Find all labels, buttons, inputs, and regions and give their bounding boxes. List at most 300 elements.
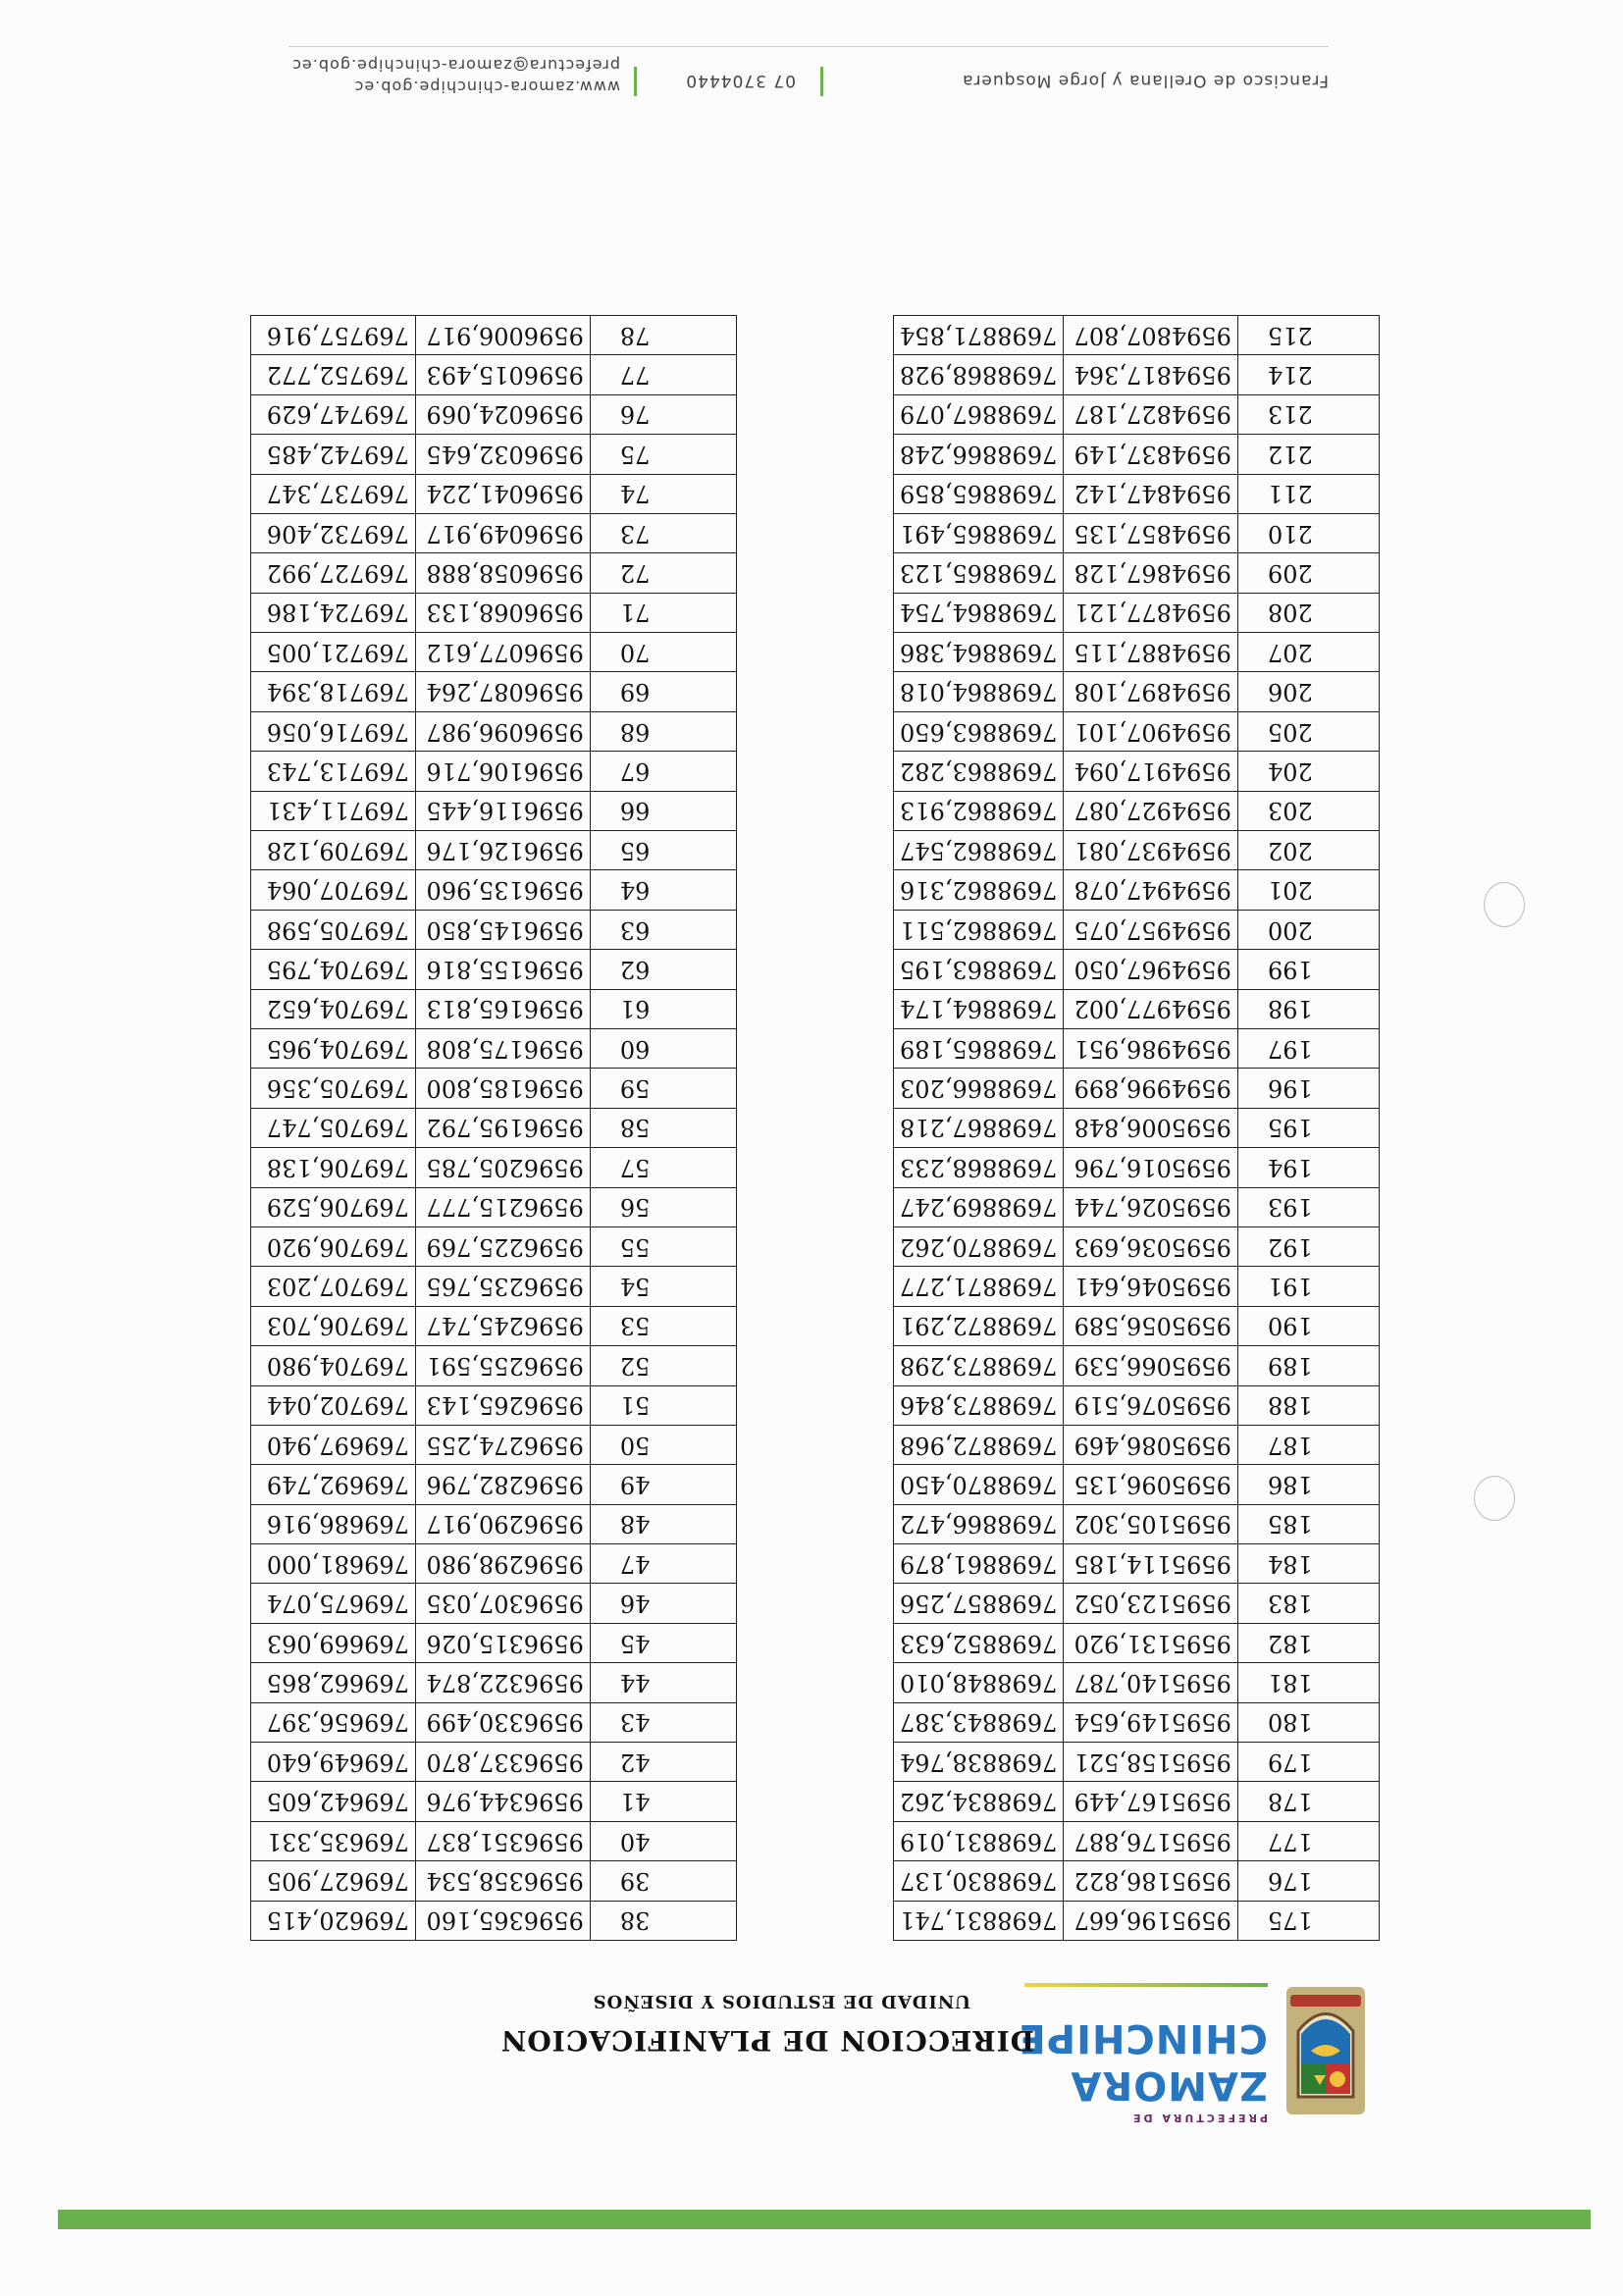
coordinate-x-cell: 9596358,534 — [415, 1861, 590, 1901]
coordinate-y-cell: 7698865,189 — [894, 1029, 1064, 1069]
point-number-cell: 213 — [1237, 394, 1379, 434]
point-number-cell: 203 — [1237, 791, 1379, 830]
point-number-cell: 206 — [1237, 672, 1379, 711]
point-number-cell: 48 — [590, 1504, 736, 1543]
point-number-cell: 214 — [1237, 355, 1379, 394]
coordinate-y-cell: 7698831,019 — [894, 1821, 1064, 1860]
table-row — [251, 1702, 737, 1742]
coordinate-x-cell: 9596068,133 — [415, 593, 590, 632]
point-number-cell: 53 — [590, 1306, 736, 1345]
coordinate-x-cell: 9595086,469 — [1064, 1425, 1238, 1464]
coordinate-x-cell: 9594817,364 — [1064, 355, 1238, 394]
coordinate-x-cell: 9596006,917 — [415, 315, 590, 354]
coordinate-y-cell: 769656,397 — [251, 1702, 416, 1742]
punch-hole — [1484, 882, 1525, 927]
point-number-cell: 60 — [590, 1029, 736, 1069]
coordinate-x-cell: 9594847,142 — [1064, 474, 1238, 513]
table-row — [251, 989, 737, 1028]
coordinate-x-cell: 9596126,176 — [415, 831, 590, 870]
coordinate-y-cell: 7698864,018 — [894, 672, 1064, 711]
coat-of-arms-logo — [1277, 1977, 1375, 2124]
brand-name-line2: CHINCHIPE — [1018, 2015, 1268, 2061]
coordinate-x-cell: 9595036,693 — [1064, 1226, 1238, 1266]
table-row — [251, 513, 737, 552]
coordinate-x-cell: 9595167,449 — [1064, 1782, 1238, 1821]
coordinate-x-cell: 9595176,887 — [1064, 1821, 1238, 1860]
coordinate-y-cell: 769706,138 — [251, 1148, 416, 1187]
point-number-cell: 38 — [590, 1901, 736, 1940]
coordinate-y-cell: 769732,406 — [251, 513, 416, 552]
coordinate-x-cell: 9594867,128 — [1064, 553, 1238, 593]
coordinate-y-cell: 769706,529 — [251, 1187, 416, 1226]
table-row — [251, 1504, 737, 1543]
coordinate-y-cell: 769686,916 — [251, 1504, 416, 1543]
point-number-cell: 55 — [590, 1226, 736, 1266]
coordinate-x-cell: 9594837,149 — [1064, 435, 1238, 474]
table-row — [251, 1029, 737, 1069]
coordinate-y-cell: 7698863,650 — [894, 711, 1064, 751]
coordinate-x-cell: 9596032,645 — [415, 435, 590, 474]
table-row — [894, 910, 1380, 949]
coordinate-y-cell: 769727,992 — [251, 553, 416, 593]
point-number-cell: 205 — [1237, 711, 1379, 751]
coordinate-x-cell: 9595006,848 — [1064, 1108, 1238, 1147]
coordinate-y-cell: 769620,415 — [251, 1901, 416, 1940]
point-number-cell: 46 — [590, 1584, 736, 1623]
point-number-cell: 194 — [1237, 1148, 1379, 1187]
coordinate-x-cell: 9594977,002 — [1064, 989, 1238, 1028]
point-number-cell: 178 — [1237, 1782, 1379, 1821]
coordinate-y-cell: 769705,747 — [251, 1108, 416, 1147]
department-title: DIRECCION DE PLANIFICACION — [499, 2024, 1034, 2057]
point-number-cell: 68 — [590, 711, 736, 751]
table-row — [894, 1743, 1380, 1782]
coordinate-x-cell: 9594947,078 — [1064, 870, 1238, 910]
footer-website-link[interactable]: www.zamora-chinchipe.gob.ec — [353, 78, 620, 96]
table-row — [894, 633, 1380, 672]
table-row — [894, 1306, 1380, 1345]
point-number-cell: 78 — [590, 315, 736, 354]
table-row — [894, 1029, 1380, 1069]
coordinate-y-cell: 7698866,472 — [894, 1504, 1064, 1543]
coordinate-y-cell: 769627,905 — [251, 1861, 416, 1901]
point-number-cell: 192 — [1237, 1226, 1379, 1266]
table-row — [894, 1821, 1380, 1860]
point-number-cell: 61 — [590, 989, 736, 1028]
coordinate-y-cell: 7698866,248 — [894, 435, 1064, 474]
point-number-cell: 75 — [590, 435, 736, 474]
coordinate-x-cell: 9596135,960 — [415, 870, 590, 910]
coordinate-x-cell: 9594907,101 — [1064, 711, 1238, 751]
point-number-cell: 188 — [1237, 1385, 1379, 1425]
coordinate-x-cell: 9596322,874 — [415, 1663, 590, 1702]
coordinate-x-cell: 9596096,987 — [415, 711, 590, 751]
table-row — [251, 1743, 737, 1782]
table-row — [251, 910, 737, 949]
table-row — [894, 474, 1380, 513]
point-number-cell: 187 — [1237, 1425, 1379, 1464]
coordinate-x-cell: 9596337,870 — [415, 1743, 590, 1782]
point-number-cell: 212 — [1237, 435, 1379, 474]
coordinate-y-cell: 7698862,316 — [894, 870, 1064, 910]
brand-underline — [1024, 1983, 1268, 1987]
table-row — [894, 355, 1380, 394]
coordinate-x-cell: 9596049,917 — [415, 513, 590, 552]
table-row — [894, 752, 1380, 791]
table-row — [251, 474, 737, 513]
coordinate-y-cell: 7698867,079 — [894, 394, 1064, 434]
coordinate-y-cell: 769704,795 — [251, 950, 416, 989]
coordinate-x-cell: 9596290,917 — [415, 1504, 590, 1543]
footer-divider — [820, 67, 823, 96]
point-number-cell: 201 — [1237, 870, 1379, 910]
coordinate-x-cell: 9594877,121 — [1064, 593, 1238, 632]
table-row — [251, 553, 737, 593]
point-number-cell: 196 — [1237, 1069, 1379, 1108]
table-row — [894, 1226, 1380, 1266]
table-row — [251, 1187, 737, 1226]
table-row — [251, 672, 737, 711]
coordinate-x-cell: 9594927,087 — [1064, 791, 1238, 830]
coordinate-x-cell: 9596165,813 — [415, 989, 590, 1028]
table-row — [251, 1663, 737, 1702]
coordinate-x-cell: 9594827,187 — [1064, 394, 1238, 434]
table-row — [251, 1465, 737, 1504]
coordinate-y-cell: 7698873,298 — [894, 1346, 1064, 1385]
point-number-cell: 70 — [590, 633, 736, 672]
coordinate-y-cell: 7698864,174 — [894, 989, 1064, 1028]
table-row — [251, 1901, 737, 1940]
point-number-cell: 184 — [1237, 1544, 1379, 1584]
department-subtitle: UNIDAD DE ESTUDIOS Y DISEÑOS — [592, 1991, 970, 2011]
point-number-cell: 175 — [1237, 1901, 1379, 1940]
coordinate-x-cell: 9596175,808 — [415, 1029, 590, 1069]
point-number-cell: 65 — [590, 831, 736, 870]
coordinate-y-cell: 769675,074 — [251, 1584, 416, 1623]
coordinate-x-cell: 9595046,641 — [1064, 1267, 1238, 1306]
table-row — [251, 711, 737, 751]
coordinate-x-cell: 9595140,787 — [1064, 1663, 1238, 1702]
coordinate-y-cell: 769709,128 — [251, 831, 416, 870]
coordinate-y-cell: 769707,064 — [251, 870, 416, 910]
table-row — [251, 435, 737, 474]
table-row — [251, 831, 737, 870]
point-number-cell: 190 — [1237, 1306, 1379, 1345]
coordinate-x-cell: 9596106,716 — [415, 752, 590, 791]
coordinate-y-cell: 7698870,262 — [894, 1226, 1064, 1266]
coordinate-x-cell: 9594967,050 — [1064, 950, 1238, 989]
point-number-cell: 45 — [590, 1623, 736, 1662]
point-number-cell: 189 — [1237, 1346, 1379, 1385]
point-number-cell: 180 — [1237, 1702, 1379, 1742]
point-number-cell: 54 — [590, 1267, 736, 1306]
table-row — [251, 1385, 737, 1425]
coordinate-x-cell: 9596298,980 — [415, 1544, 590, 1584]
point-number-cell: 207 — [1237, 633, 1379, 672]
footer-email-link[interactable]: prefectura@zamora-chinchipe.gob.ec — [291, 56, 620, 75]
coordinate-y-cell: 7698838,764 — [894, 1743, 1064, 1782]
table-row — [894, 1465, 1380, 1504]
point-number-cell: 197 — [1237, 1029, 1379, 1069]
table-row — [894, 593, 1380, 632]
coordinate-x-cell: 9596274,255 — [415, 1425, 590, 1464]
coordinate-x-cell: 9596205,785 — [415, 1148, 590, 1187]
table-row — [894, 1504, 1380, 1543]
table-row — [894, 870, 1380, 910]
point-number-cell: 73 — [590, 513, 736, 552]
table-row — [894, 1584, 1380, 1623]
table-row — [251, 1623, 737, 1662]
coordinate-y-cell: 769757,916 — [251, 315, 416, 354]
point-number-cell: 76 — [590, 394, 736, 434]
table-row — [251, 633, 737, 672]
point-number-cell: 50 — [590, 1425, 736, 1464]
table-row — [894, 553, 1380, 593]
point-number-cell: 74 — [590, 474, 736, 513]
coordinate-x-cell: 9596365,160 — [415, 1901, 590, 1940]
coordinate-x-cell: 9596077,612 — [415, 633, 590, 672]
point-number-cell: 179 — [1237, 1743, 1379, 1782]
table-row — [251, 593, 737, 632]
coordinate-y-cell: 7698862,511 — [894, 910, 1064, 949]
table-row — [894, 1385, 1380, 1425]
coordinate-x-cell: 9595076,519 — [1064, 1385, 1238, 1425]
point-number-cell: 209 — [1237, 553, 1379, 593]
coordinate-x-cell: 9594917,094 — [1064, 752, 1238, 791]
coordinate-x-cell: 9595131,920 — [1064, 1623, 1238, 1662]
coordinate-y-cell: 769706,920 — [251, 1226, 416, 1266]
coordinate-x-cell: 9596330,499 — [415, 1702, 590, 1742]
coordinate-x-cell: 9595186,822 — [1064, 1861, 1238, 1901]
table-row — [251, 791, 737, 830]
coordinate-x-cell: 9596245,747 — [415, 1306, 590, 1345]
table-row — [894, 1861, 1380, 1901]
coordinate-y-cell: 7698861,879 — [894, 1544, 1064, 1584]
point-number-cell: 215 — [1237, 315, 1379, 354]
table-row — [894, 315, 1380, 354]
coordinate-x-cell: 9595149,654 — [1064, 1702, 1238, 1742]
point-number-cell: 181 — [1237, 1663, 1379, 1702]
coordinate-y-cell: 7698834,262 — [894, 1782, 1064, 1821]
coordinate-y-cell: 7698864,386 — [894, 633, 1064, 672]
coordinate-x-cell: 9596024,069 — [415, 394, 590, 434]
point-number-cell: 40 — [590, 1821, 736, 1860]
table-row — [251, 1861, 737, 1901]
coordinate-x-cell: 9595105,302 — [1064, 1504, 1238, 1543]
coordinate-x-cell: 9595114,185 — [1064, 1544, 1238, 1584]
table-row — [251, 1226, 737, 1266]
point-number-cell: 183 — [1237, 1584, 1379, 1623]
point-number-cell: 49 — [590, 1465, 736, 1504]
coordinate-y-cell: 769737,347 — [251, 474, 416, 513]
coordinate-y-cell: 769635,331 — [251, 1821, 416, 1860]
coordinate-y-cell: 7698871,854 — [894, 315, 1064, 354]
coordinate-y-cell: 7698865,123 — [894, 553, 1064, 593]
coordinate-y-cell: 769681,000 — [251, 1544, 416, 1584]
coordinate-y-cell: 7698867,218 — [894, 1108, 1064, 1147]
coordinate-y-cell: 7698862,547 — [894, 831, 1064, 870]
table-row — [894, 989, 1380, 1028]
coordinate-x-cell: 9596195,792 — [415, 1108, 590, 1147]
coordinate-x-cell: 9596041,224 — [415, 474, 590, 513]
coordinate-x-cell: 9596155,816 — [415, 950, 590, 989]
coordinate-y-cell: 7698865,859 — [894, 474, 1064, 513]
table-row — [251, 1346, 737, 1385]
coordinate-x-cell: 9594807,807 — [1064, 315, 1238, 354]
coordinate-y-cell: 7698857,256 — [894, 1584, 1064, 1623]
coordinate-x-cell: 9596225,769 — [415, 1226, 590, 1266]
point-number-cell: 199 — [1237, 950, 1379, 989]
table-row — [894, 1623, 1380, 1662]
footer-phone: 07 3704440 — [685, 71, 796, 90]
table-row — [251, 1306, 737, 1345]
point-number-cell: 204 — [1237, 752, 1379, 791]
coordinates-table-right — [250, 315, 737, 1941]
table-row — [894, 1267, 1380, 1306]
point-number-cell: 202 — [1237, 831, 1379, 870]
coordinate-y-cell: 769704,652 — [251, 989, 416, 1028]
point-number-cell: 64 — [590, 870, 736, 910]
coordinate-y-cell: 7698872,968 — [894, 1425, 1064, 1464]
coordinate-x-cell: 9594937,081 — [1064, 831, 1238, 870]
table-row — [251, 1782, 737, 1821]
footer-address: Francisco de Orellana y Jorge Mosquera — [962, 71, 1329, 90]
table-row — [251, 950, 737, 989]
coordinate-x-cell: 9595196,667 — [1064, 1901, 1238, 1940]
table-row — [894, 435, 1380, 474]
coordinate-y-cell: 769713,743 — [251, 752, 416, 791]
table-row — [894, 1346, 1380, 1385]
coordinate-y-cell: 769704,965 — [251, 1029, 416, 1069]
table-row — [894, 1148, 1380, 1187]
coordinate-y-cell: 7698866,203 — [894, 1069, 1064, 1108]
coordinate-y-cell: 7698869,247 — [894, 1187, 1064, 1226]
coordinate-x-cell: 9596185,800 — [415, 1069, 590, 1108]
table-row — [894, 1702, 1380, 1742]
table-row — [894, 1544, 1380, 1584]
coordinate-x-cell: 9596265,143 — [415, 1385, 590, 1425]
coordinate-y-cell: 769718,394 — [251, 672, 416, 711]
coordinate-x-cell: 9596315,026 — [415, 1623, 590, 1662]
point-number-cell: 72 — [590, 553, 736, 593]
point-number-cell: 43 — [590, 1702, 736, 1742]
coordinate-y-cell: 7698863,195 — [894, 950, 1064, 989]
point-number-cell: 56 — [590, 1187, 736, 1226]
point-number-cell: 185 — [1237, 1504, 1379, 1543]
point-number-cell: 77 — [590, 355, 736, 394]
coordinate-x-cell: 9594897,108 — [1064, 672, 1238, 711]
footer-rule — [288, 46, 1329, 47]
coordinate-y-cell: 7698831,741 — [894, 1901, 1064, 1940]
table-row — [251, 1584, 737, 1623]
coordinate-y-cell: 769649,640 — [251, 1743, 416, 1782]
point-number-cell: 186 — [1237, 1465, 1379, 1504]
coordinate-y-cell: 769716,056 — [251, 711, 416, 751]
point-number-cell: 195 — [1237, 1108, 1379, 1147]
table-row — [894, 513, 1380, 552]
coordinate-x-cell: 9596255,591 — [415, 1346, 590, 1385]
coordinate-y-cell: 7698868,233 — [894, 1148, 1064, 1187]
coordinate-x-cell: 9596215,777 — [415, 1187, 590, 1226]
coordinates-table-left — [893, 315, 1380, 1941]
point-number-cell: 63 — [590, 910, 736, 949]
coordinate-y-cell: 769706,703 — [251, 1306, 416, 1345]
point-number-cell: 41 — [590, 1782, 736, 1821]
point-number-cell: 208 — [1237, 593, 1379, 632]
coordinate-x-cell: 9596116,445 — [415, 791, 590, 830]
coordinate-y-cell: 769724,186 — [251, 593, 416, 632]
table-row — [251, 355, 737, 394]
point-number-cell: 66 — [590, 791, 736, 830]
point-number-cell: 42 — [590, 1743, 736, 1782]
table-row — [894, 711, 1380, 751]
brand-block — [1018, 1977, 1268, 2124]
coordinate-x-cell: 9594986,951 — [1064, 1029, 1238, 1069]
point-number-cell: 67 — [590, 752, 736, 791]
coordinate-y-cell: 769711,431 — [251, 791, 416, 830]
coordinate-y-cell: 769669,063 — [251, 1623, 416, 1662]
coordinate-y-cell: 7698862,913 — [894, 791, 1064, 830]
coordinate-y-cell: 769707,203 — [251, 1267, 416, 1306]
brand-name-line1: ZAMORA — [1070, 2062, 1268, 2108]
point-number-cell: 39 — [590, 1861, 736, 1901]
coordinate-x-cell: 9595123,052 — [1064, 1584, 1238, 1623]
coordinate-y-cell: 769692,749 — [251, 1465, 416, 1504]
coordinate-y-cell: 7698871,277 — [894, 1267, 1064, 1306]
table-row — [894, 1663, 1380, 1702]
table-row — [251, 1267, 737, 1306]
point-number-cell: 59 — [590, 1069, 736, 1108]
coordinate-y-cell: 7698848,010 — [894, 1663, 1064, 1702]
point-number-cell: 211 — [1237, 474, 1379, 513]
coordinate-x-cell: 9596145,850 — [415, 910, 590, 949]
point-number-cell: 44 — [590, 1663, 736, 1702]
table-row — [894, 831, 1380, 870]
coordinate-x-cell: 9595066,539 — [1064, 1346, 1238, 1385]
table-row — [894, 672, 1380, 711]
coordinate-x-cell: 9596344,976 — [415, 1782, 590, 1821]
table-row — [894, 1108, 1380, 1147]
table-row — [251, 1108, 737, 1147]
coordinate-x-cell: 9595096,135 — [1064, 1465, 1238, 1504]
table-row — [251, 315, 737, 354]
coordinate-y-cell: 769702,044 — [251, 1385, 416, 1425]
point-number-cell: 191 — [1237, 1267, 1379, 1306]
coordinate-y-cell: 7698852,633 — [894, 1623, 1064, 1662]
coordinate-y-cell: 7698868,928 — [894, 355, 1064, 394]
coordinate-x-cell: 9596058,888 — [415, 553, 590, 593]
coordinate-y-cell: 7698830,137 — [894, 1861, 1064, 1901]
table-row — [251, 1425, 737, 1464]
coordinate-y-cell: 7698863,282 — [894, 752, 1064, 791]
point-number-cell: 176 — [1237, 1861, 1379, 1901]
coordinate-x-cell: 9596282,796 — [415, 1465, 590, 1504]
coordinate-y-cell: 7698873,846 — [894, 1385, 1064, 1425]
point-number-cell: 198 — [1237, 989, 1379, 1028]
table-row — [251, 1148, 737, 1187]
coordinate-x-cell: 9596015,493 — [415, 355, 590, 394]
coordinate-y-cell: 7698843,387 — [894, 1702, 1064, 1742]
coordinate-y-cell: 769697,940 — [251, 1425, 416, 1464]
coordinate-y-cell: 769721,005 — [251, 633, 416, 672]
coordinate-x-cell: 9594957,075 — [1064, 910, 1238, 949]
header-green-bar — [58, 2210, 1591, 2229]
table-row — [894, 1901, 1380, 1940]
table-row — [894, 1425, 1380, 1464]
coordinate-x-cell: 9594887,115 — [1064, 633, 1238, 672]
point-number-cell: 193 — [1237, 1187, 1379, 1226]
coordinate-y-cell: 769705,598 — [251, 910, 416, 949]
